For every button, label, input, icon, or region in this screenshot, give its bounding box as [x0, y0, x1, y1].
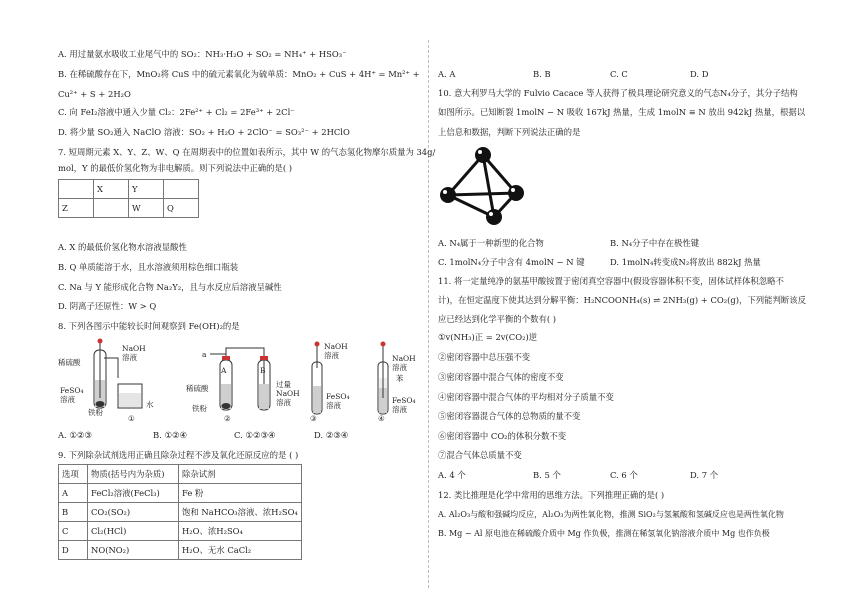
q12-option-b: B. Mg − Al 原电池在稀硫酸介质中 Mg 作负极，推测在稀氢氧化钠溶液介质中 Mg 也作负极 — [438, 529, 770, 538]
label-a: a — [202, 350, 207, 359]
label-dilute-h2so4-1: 稀硫酸 — [58, 358, 81, 367]
q7-cell: X — [94, 180, 129, 199]
label-feso4-1: FeSO₄ — [60, 386, 84, 395]
label-naoh-3: NaOH — [324, 342, 348, 351]
label-fig4: ④ — [378, 414, 385, 423]
q9-cell: C — [59, 522, 88, 541]
q7-option-b: B. Q 单质能溶于水，且水溶液须用棕色细口瓶装 — [58, 262, 239, 272]
q9-cell: H₂O、浓H₂SO₄ — [179, 522, 302, 541]
label-benzene: 苯 — [396, 374, 404, 383]
label-naoh-4: NaOH — [392, 354, 416, 363]
label-solution-3b: 溶液 — [326, 401, 341, 410]
q7-option-c: C. Na 与 Y 能形成化合物 Na₂Y₂，且与水反应后溶液呈碱性 — [58, 282, 282, 292]
q10-stem-line2: 如图所示。已知断裂 1molN − N 吸收 167kJ 热量，生成 1molN ≡ N 放出 942kJ 热量，根据以 — [438, 107, 806, 117]
q10-option-a: A. N₄属于一种新型的化合物 — [438, 238, 544, 248]
q7-cell — [94, 199, 129, 218]
q9-cell: NO(NO₂) — [88, 541, 179, 560]
q7-cell: W — [129, 199, 164, 218]
q8-apparatus-figure — [58, 338, 418, 426]
q9-header-cell: 除杂试剂 — [179, 465, 302, 484]
q11-stem-line1: 11. 将一定量纯净的氨基甲酸铵置于密闭真空容器中(假设容器体积不变，固体试样体积忽略不 — [438, 276, 784, 286]
q6-option-c: C. 向 FeI₂溶液中通入少量 Cl₂：2Fe²⁺ + Cl₂ = 2Fe³⁺ + 2Cl⁻ — [58, 107, 295, 117]
q9-cell: CO₂(SO₂) — [88, 503, 179, 522]
label-naoh-1: NaOH — [122, 344, 146, 353]
q11-item-1: ①v(NH₃)正 = 2v(CO₂)逆 — [438, 332, 538, 342]
q11-item-2: ②密闭容器中总压强不变 — [438, 352, 531, 362]
q11-option-c: C. 6 个 — [610, 470, 638, 480]
q11-item-6: ⑥密闭容器中 CO₂的体积分数不变 — [438, 431, 567, 441]
q11-item-3: ③密闭容器中混合气体的密度不变 — [438, 372, 564, 382]
q11-stem-line3: 应已经达到化学平衡的个数有( ) — [438, 314, 557, 324]
q6-option-a: A. 用过量氨水吸收工业尾气中的 SO₂：NH₃·H₂O + SO₂ = NH₄⁺ + HSO₃⁻ — [58, 49, 347, 59]
q8-option-c: C. ①②③④ — [234, 430, 276, 440]
label-excess: 过量 — [276, 380, 291, 389]
q6-option-b: B. 在稀硫酸存在下，MnO₂将 CuS 中的硫元素氧化为硫单质：MnO₂ + CuS + 4H⁺ = Mn²⁺ + — [58, 69, 420, 79]
label-solution-1b: 溶液 — [60, 395, 75, 404]
q9-header-cell: 选项 — [59, 465, 88, 484]
label-fig2: ② — [224, 414, 231, 423]
n4-molecule-figure — [438, 145, 528, 227]
label-feso4-4: FeSO₄ — [392, 396, 416, 405]
q7-periodic-table — [58, 179, 199, 218]
label-solution-1: 溶液 — [122, 353, 137, 362]
q11-option-a: A. 4 个 — [438, 470, 466, 480]
label-solution-3: 溶液 — [324, 351, 339, 360]
q10-stem-line3: 上信息和数据，判断下列说法正确的是 — [438, 127, 581, 137]
q9-cell: Cl₂(HCl) — [88, 522, 179, 541]
label-B: B — [260, 366, 266, 375]
q10-option-d: D. 1molN₄转变成N₂将放出 882kJ 热量 — [610, 257, 761, 267]
q9-cell: FeCl₂溶液(FeCl₃) — [88, 484, 179, 503]
q9-option-a: A. A — [438, 69, 456, 79]
q9-option-d: D. D — [690, 69, 709, 79]
q9-table — [58, 464, 302, 560]
q6-option-b-cont: Cu²⁺ + S + 2H₂O — [58, 89, 131, 99]
q7-stem-line2: mol，Y 的最低价氢化物为非电解质。则下列说法中正确的是( ) — [58, 163, 293, 173]
q11-item-4: ④密闭容器中混合气体的平均相对分子质量不变 — [438, 392, 614, 402]
q11-option-d: D. 7 个 — [690, 470, 719, 480]
label-solution-4: 溶液 — [392, 363, 407, 372]
label-solution-4b: 溶液 — [392, 405, 407, 414]
q11-item-7: ⑦混合气体总质量不变 — [438, 450, 522, 460]
q7-cell: Z — [59, 199, 94, 218]
q10-stem-line1: 10. 意大利罗马大学的 Fulvio Cacace 等人获得了极具理论研究意义的气态N₄分子，其分子结构 — [438, 88, 798, 98]
q11-stem-line2: 计)，在恒定温度下使其达到分解平衡：H₂NCOONH₄(s) ⇌ 2NH₃(g) + CO₂(g)，下列能判断该反 — [438, 295, 807, 305]
q9-cell: Fe 粉 — [179, 484, 302, 503]
q6-option-d: D. 将少量 SO₂通入 NaClO 溶液：SO₂ + H₂O + 2ClO⁻ = SO₃²⁻ + 2HClO — [58, 127, 350, 137]
q9-cell: H₂O、无水 CaCl₂ — [179, 541, 302, 560]
label-fig1: ① — [128, 414, 135, 423]
label-iron-1: 铁粉 — [88, 408, 103, 417]
label-dilute-h2so4-2: 稀硫酸 — [186, 384, 209, 393]
q9-option-b: B. B — [533, 69, 551, 79]
label-solution-2: 溶液 — [276, 398, 291, 407]
q9-header-cell: 物质(括号内为杂质) — [88, 465, 179, 484]
q12-stem: 12. 类比推理是化学中常用的思维方法。下列推理正确的是( ) — [438, 490, 665, 500]
q9-cell: D — [59, 541, 88, 560]
label-fig3: ③ — [310, 414, 317, 423]
q7-option-a: A. X 的最低价氢化物水溶液显酸性 — [58, 242, 187, 252]
label-water: 水 — [146, 400, 154, 409]
q7-cell: Y — [129, 180, 164, 199]
q10-option-b: B. N₄分子中存在极性键 — [610, 238, 700, 248]
q8-option-a: A. ①②③ — [58, 430, 92, 440]
n4-tetrahedron-drawing — [438, 145, 528, 227]
label-feso4-3: FeSO₄ — [326, 392, 350, 401]
column-divider — [428, 40, 429, 588]
q7-option-d: D. 阴离子还原性：W > Q — [58, 301, 157, 311]
q9-cell: 饱和 NaHCO₃溶液、浓H₂SO₄ — [179, 503, 302, 522]
q9-option-c: C. C — [610, 69, 628, 79]
q11-item-5: ⑤密闭容器混合气体的总物质的量不变 — [438, 411, 581, 421]
q8-option-d: D. ②③④ — [314, 430, 349, 440]
q11-option-b: B. 5 个 — [533, 470, 561, 480]
q9-stem: 9. 下列除杂试剂选用正确且除杂过程不涉及氧化还原反应的是 ( ) — [58, 450, 299, 460]
q7-cell — [164, 180, 199, 199]
q12-option-a: A. Al₂O₃与酸和强碱均反应，Al₂O₃为两性氧化物，推测 SiO₂与氢氟酸和氢碱反应也是两性氧化物 — [438, 510, 784, 519]
q7-stem-line1: 7. 短周期元素 X、Y、Z、W、Q 在周期表中的位置如表所示，其中 W 的气态氢化物摩尔质量为 34g/ — [58, 147, 436, 157]
q8-stem: 8. 下列各图示中能较长时间观察到 Fe(OH)₂的是 — [58, 321, 240, 331]
label-naoh-2: NaOH — [276, 389, 300, 398]
q10-option-c: C. 1molN₄分子中含有 4molN − N 键 — [438, 257, 585, 267]
q9-cell: B — [59, 503, 88, 522]
q9-cell: A — [59, 484, 88, 503]
label-iron-2: 铁粉 — [192, 404, 207, 413]
q7-cell: Q — [164, 199, 199, 218]
q7-cell — [59, 180, 94, 199]
label-A: A — [221, 366, 227, 375]
q8-option-b: B. ①②④ — [153, 430, 188, 440]
apparatus-drawing — [58, 338, 418, 426]
